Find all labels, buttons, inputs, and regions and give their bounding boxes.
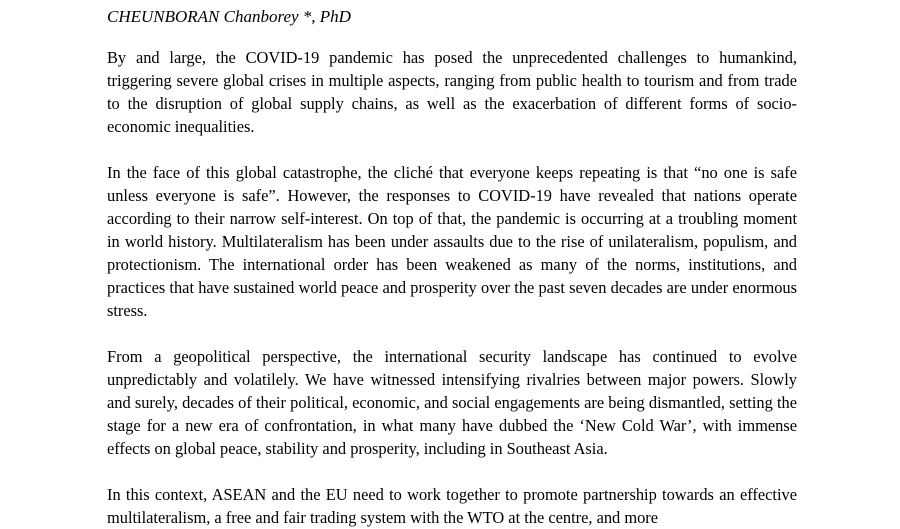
- paragraph-3: From a geopolitical perspective, the international security landscape has continued to evolve unpredictably and volatilely. We have witnessed intensifying rivalries between major powers. Slowly and surely, decades of their political, economic, and social engagements are being dismantled, setting the stage for a new era of confrontation, in what many have dubbed the ‘New Cold War’, with immense effects on global peace, stability and prosperity, including in Southeast Asia.: [107, 347, 797, 458]
- paragraph-2: In the face of this global catastrophe, the cliché that everyone keeps repeating is that “no one is safe unless everyone is safe”. However, the responses to COVID-19 have revealed that nations operate according to their narrow self-interest. On top of that, the pandemic is occurring at a troubling moment in world history. Multilateralism has been under assaults due to the rise of unilateralism, populism, and protectionism. The international order has been weakened as many of the norms, institutions, and practices that have sustained world peace and prosperity over the past seven decades are under enormous stress.: [107, 163, 797, 320]
- document-body: [107, 0, 797, 529]
- author-line: CHEUNBORAN Chanborey *, PhD: [107, 7, 351, 26]
- paragraph-1: By and large, the COVID-19 pandemic has posed the unprecedented challenges to humankind, triggering severe global crises in multiple aspects, ranging from public health to tourism and from trade to the disruption of global supply chains, as well as the exacerbation of different forms of socio-economic inequalities.: [107, 48, 797, 136]
- paragraph-4: In this context, ASEAN and the EU need to work together to promote partnership towards an effective multilateralism, a free and fair trading system with the WTO at the centre, and more: [107, 485, 797, 527]
